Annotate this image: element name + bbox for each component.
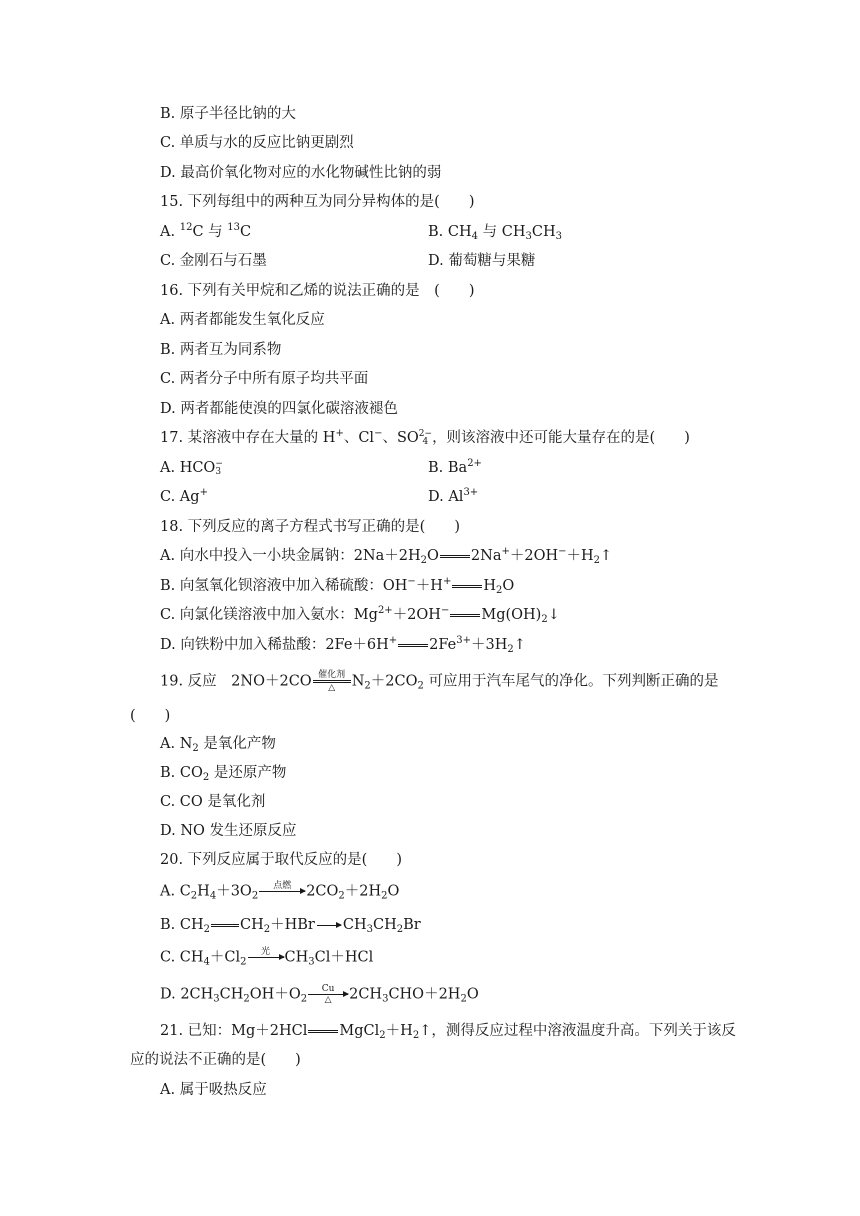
q20-stem: 20. 下列反应属于取代反应的是( ) <box>160 852 402 868</box>
q17-option-a: A. HCO − 3 <box>160 459 223 477</box>
q15-stem: 15. 下列每组中的两种互为同分异构体的是( ) <box>160 194 475 210</box>
q15-option-b: B. $CH_4$ 与 $CH_3CH_3$ <box>428 224 562 242</box>
q15-option-a: A. $^{12}$C 与 $^{13}$C <box>160 222 252 240</box>
q16-stem: 16. 下列有关甲烷和乙烯的说法正确的是 ( ) <box>160 283 475 299</box>
q16-option-a: A. 两者都能发生氧化反应 <box>160 312 325 328</box>
q17-stem: 17. 某溶液中存在大量的 H+、Cl−、SO 2− 4 ，则该溶液中还可能大量存在的是( ) <box>160 428 690 447</box>
q18-option-b: B. 向氢氧化钡溶液中加入稀硫酸：OH−＋H+ $H_2O$ <box>160 576 515 596</box>
q18-option-a: A. 向水中投入一小块金属钠：$2Na+2H_2O$ $2Na^++2OH^-+H_2↑$ <box>160 546 613 566</box>
q19-stem: 19. 反应 2NO＋2CO 催化剂 △ $N_2+2CO_2$ 可应用于汽车尾气的净化。下列判断正确的是 <box>160 670 719 693</box>
q21-option-a: A. 属于吸热反应 <box>160 1082 267 1098</box>
q16-option-b: B. 两者互为同系物 <box>160 342 282 358</box>
q17-option-c: C. Ag+ <box>160 487 208 505</box>
q20-option-a: A. $C_2H_4+3O_2$ 点燃 $2CO_2+2H_2O$ <box>160 881 400 902</box>
q19-option-a: A. $N_2$ 是氧化产物 <box>160 736 276 754</box>
q16-option-d: D. 两者都能使溴的四氯化碳溶液褪色 <box>160 401 398 417</box>
q15-option-c: C. 金刚石与石墨 <box>160 253 267 269</box>
q15-option-d: D. 葡萄糖与果糖 <box>428 253 536 269</box>
q14-option-b: B. 原子半径比钠的大 <box>160 106 296 122</box>
q19-paren: ( ) <box>130 708 171 724</box>
q19-option-c: C. CO 是氧化剂 <box>160 794 266 810</box>
q17-option-b: B. $Ba^{2+}$ <box>428 458 482 476</box>
q21-stem: 21. 已知：Mg＋2HCl $MgCl_2+H_2↑$，测得反应过程中溶液温度升高。下列关于该反 <box>160 1023 736 1041</box>
q14-option-c: C. 单质与水的反应比钠更剧烈 <box>160 135 354 151</box>
q19-option-b: B. $CO_2$ 是还原产物 <box>160 765 287 783</box>
q19-option-d: D. NO 发生还原反应 <box>160 823 297 839</box>
q14-option-d: D. 最高价氧化物对应的水化物碱性比钠的弱 <box>160 165 442 181</box>
q16-option-c: C. 两者分子中所有原子均共平面 <box>160 371 369 387</box>
q20-option-d: D. $2CH_3CH_2OH+O_2$ Cu △ $2CH_3CHO+2H_2O$ <box>160 984 479 1005</box>
q17-option-d: D. $Al^{3+}$ <box>428 487 479 505</box>
q20-option-b: B. $CH_2$ $CH_2+HBr$ $CH_3CH_2Br$ <box>160 917 421 935</box>
q18-option-c: C. 向氯化镁溶液中加入氨水：$Mg^{2+}+2OH^-$ $Mg(OH)_2↓$ <box>160 605 560 625</box>
q21-stem-continued: 应的说法不正确的是( ) <box>130 1052 301 1068</box>
q20-option-c: C. $CH_4+Cl_2$ 光 $CH_3Cl+HCl$ <box>160 947 374 968</box>
q18-stem: 18. 下列反应的离子方程式书写正确的是( ) <box>160 519 460 535</box>
q18-option-d: D. 向铁粉中加入稀盐酸：2Fe＋6H+ $2Fe^{3+}+3H_2↑$ <box>160 635 526 655</box>
